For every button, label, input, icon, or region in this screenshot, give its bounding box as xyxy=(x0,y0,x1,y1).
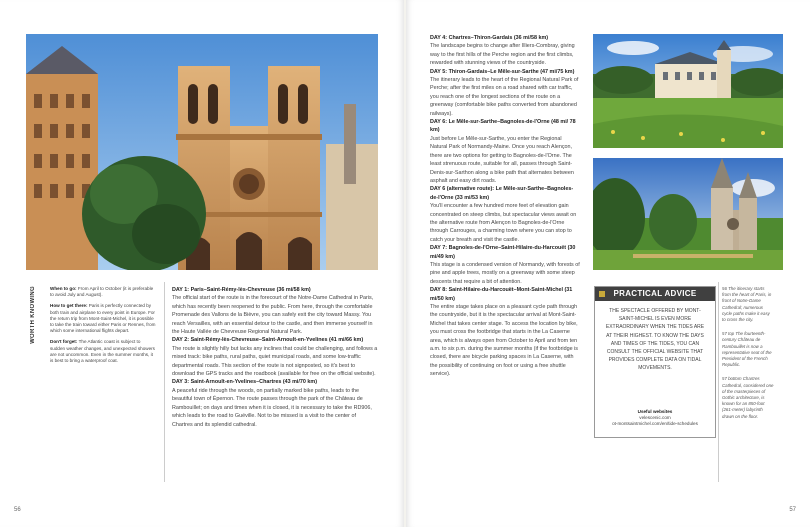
day-heading: DAY 2: Saint-Rémy-lès-Chevreuse–Saint-Arnoult-en-Yvelines (41 mi/66 km) xyxy=(172,337,364,344)
day-text: The landscape begins to change after Illiers-Combray, giving way to the first hills of the Perche region and the first climbs, rewarded with stunning views of the countryside. xyxy=(430,43,575,67)
worth-knowing-label: WORTH KNOWING xyxy=(30,286,36,344)
chartres-cathedral-photo xyxy=(593,158,783,270)
caption-divider xyxy=(718,282,719,482)
itinerary-right-column xyxy=(430,34,580,379)
day-text: The official start of the route is in the forecourt of the Notre-Dame Cathedral in Paris, which has recently been reopened to the public. From here, through the comfortable Promenade des Vallons de la Bièvre, you can safely exit the city toward Massy. You reach Versailles, with an essential detour to the castle, and then immerse yourself in the Haute Vallée de Chevreuse Regional Natural Park. xyxy=(172,295,374,336)
notre-dame-photo xyxy=(26,34,378,270)
day-text: The route is slightly hilly but lacks any inclines that could be challenging, and follows a mixed track: bike paths, rural paths, quiet municipal roads, and some low-traffic departmental roads. This section of the route is not signposted, so it's best to download the GPS tracks and the roadbook (available for free on the official website). xyxy=(172,345,378,378)
practical-advice-text: THE SPECTACLE OFFERED BY MONT-SAINT-MICHEL IS EVEN MORE EXTRAORDINARY WHEN THE TIDES ARE AT THEIR HIGHEST. TO KNOW THE DAYS AND TIMES OF THE TIDES, YOU CAN CONSULT THE OFFICIAL WEBSITE THAT PROVIDES COMPLETE DATA ON TIDAL MOVEMENTS. xyxy=(605,308,705,372)
day-heading: DAY 3: Saint-Arnoult-en-Yvelines–Chartres (43 mi/70 km) xyxy=(172,379,317,386)
day-heading: DAY 1: Paris–Saint-Rémy-lès-Chevreuse (36 mi/58 km) xyxy=(172,287,311,293)
day-heading: DAY 7: Bagnoles-de-l'Orne–Saint-Hilaire-du-Harcouët (30 mi/49 km) xyxy=(430,245,576,260)
useful-websites-label: Useful websites xyxy=(637,409,673,414)
day-text: A peaceful ride through the woods, on partially marked bike paths, leads to the beautiful town of Épernon. The route passes through the park of the Château de Rambouillet; on days and times when it is closed, it is necessary to take the RD906, which leads to the road to Guéville. Not to be missed is a visit to the center of Chartres and its splendid cathedral. xyxy=(172,387,372,428)
tip-text: The Atlantic coast is subject to sudden weather changes, and unexpected showers are not uncommon. Even in the summer months, it is best to bring a waterproof coat. xyxy=(50,339,155,364)
practical-advice-header xyxy=(595,287,715,301)
website-link[interactable]: velescenic.com xyxy=(639,415,671,421)
day-heading: DAY 8: Saint-Hilaire-du-Harcouët–Mont-Saint-Michel (31 mi/50 km) xyxy=(430,287,573,302)
day-heading: DAY 4: Chartres–Thiron-Gardais (36 mi/58 km) xyxy=(430,35,549,41)
useful-websites xyxy=(595,409,715,428)
tips-column xyxy=(50,286,156,369)
square-bullet-icon xyxy=(599,291,605,297)
tip-when xyxy=(50,286,156,298)
page-number-right: 57 xyxy=(789,507,796,513)
tip-text: From April to October (it is preferable to avoid July and August). xyxy=(50,286,154,298)
day-text: The itinerary leads to the heart of the Regional Natural Park of Perche; after the first miles on a road shared with car traffic, you reach one of the longest sections of the route on a greenway (comfortable bike paths converted from abandoned railways). xyxy=(430,77,579,117)
practical-advice-title: PRACTICAL ADVICE xyxy=(613,289,697,298)
caption: 56 The itinerary starts from the heart of Paris, in front of Notre-Dame Cathedral; numerous cycle paths make it easy to cross the city. xyxy=(722,286,772,323)
chateau-rambouillet-photo xyxy=(593,34,783,148)
day-text: The entire stage takes place on a pleasant cycle path through the countryside, but it is the spectacular arrival at Mont-Saint-Michel that takes center stage. To access the location by bike, you must cross the footbridge that starts in the La Caserne area, which is always open from October to April and from ten a.m. to six p.m. during the summer months (if the footbridge is closed, there are bicycle parking spaces in La Caserne, with the possibility of continuing on foot or using a free shuttle service). xyxy=(430,304,579,378)
day-text: This stage is a condensed version of Normandy, with forests of pine and apple trees, mostly on a greenway with some steep descents that require a bit of attention. xyxy=(430,261,580,285)
tip-dont-forget xyxy=(50,339,156,364)
day-text: You'll encounter a few hundred more feet of elevation gain concentrated on steep climbs, but spectacular views await on the alternative route from Alençon to Bagnoles-de-l'Orne through Carrouges, a charming town where you can stop to catch your breath and visit the castle. xyxy=(430,203,577,243)
page-number-left: 56 xyxy=(14,507,21,513)
caption: 57 top The fourteenth-century Château de Rambouillet is now a representative seat of the President of the French Republic. xyxy=(722,331,772,368)
itinerary-left-column xyxy=(172,286,378,429)
column-divider xyxy=(164,282,165,482)
tip-label: Don't forget: xyxy=(50,339,78,345)
day-heading: DAY 5: Thiron-Gardais–Le Mêle-sur-Sarthe (47 mi/75 km) xyxy=(430,68,575,75)
tip-how xyxy=(50,303,156,334)
tip-label: When to go: xyxy=(50,286,77,291)
practical-advice-box xyxy=(594,286,716,438)
day-text: Just before Le Mêle-sur-Sarthe, you enter the Regional Natural Park of Normandy-Maine. Once you reach Alençon, there are two options for getting to Bagnoles-de-l'Orne. The least strenuous route, suitable for all, passes through Saint-Denis-sur-Sarthon along a bike path that alternates between asphalt and easy dirt roads. xyxy=(430,135,574,184)
tip-text: Paris is perfectly connected by both train and airplane to every point in Europe. For the return trip from Mont-Saint-Michel, it is possible to take the train toward either Paris or Rennes, from which some international flights depart. xyxy=(50,303,156,334)
photo-captions xyxy=(722,286,774,428)
day-heading: DAY 6: Le Mêle-sur-Sarthe–Bagnoles-de-l'Orne (48 mi/ 78 km) xyxy=(430,119,576,134)
tip-label: How to get there: xyxy=(50,303,88,309)
day-heading: DAY 6 (alternative route): Le Mêle-sur-Sarthe–Bagnoles-de-l'Orne (33 mi/53 km) xyxy=(430,186,574,201)
website-link[interactable]: ot-montsaintmichel.com/en/tide-schedules xyxy=(612,421,698,427)
caption: 57 bottom Chartres Cathedral, considered one of the masterpieces of Gothic architecture, is known for an 850-foot (261-meter) labyrinth drawn on the floor. xyxy=(722,376,774,419)
